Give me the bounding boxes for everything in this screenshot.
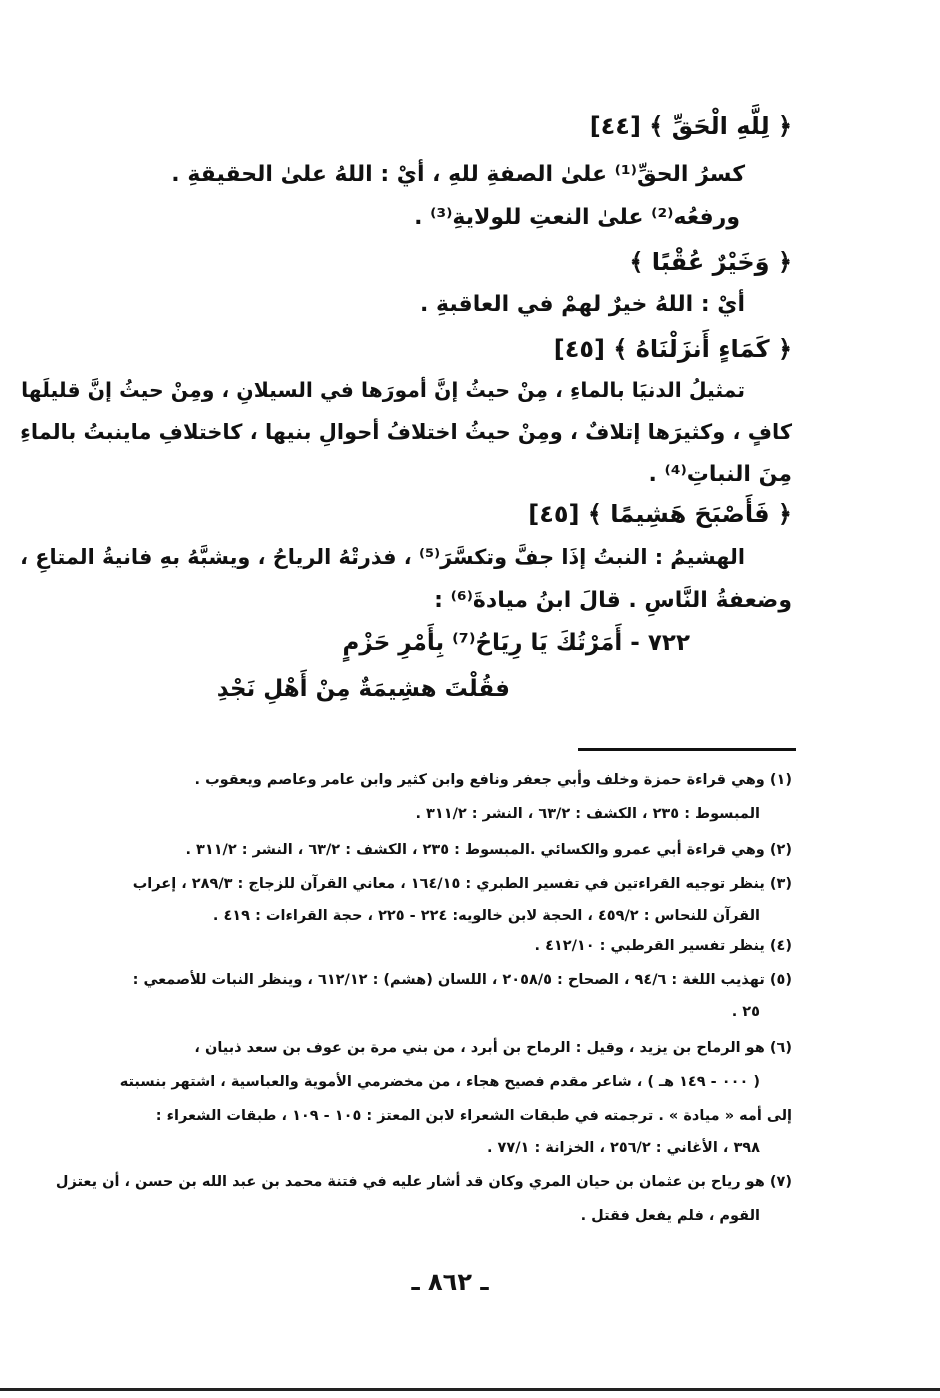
- footnote-6: (٦) هو الرماح بن يزيد ، وقيل : الرماح بن أبرد ، من بني مرة بن عوف بن سعد ذبيان ،: [194, 1040, 792, 1056]
- poem-first-hemistich: ٧٢٢ - أَمَرْتُكَ يَا رِيَاحُ⁽⁷⁾ بِأَمْرِ حَزْمٍ: [342, 630, 690, 656]
- commentary-line: كافٍ ، وكثيرَها إتلافٌ ، ومِنْ حيثُ اختلافُ أحوالِ بنيها ، كاختلافِ ماينبتُ بالماءِ: [20, 420, 792, 444]
- footnote-6-cont: ٣٩٨ ، الأغاني : ٢٥٦/٢ ، الخزانة : ٧٧/١ .: [486, 1140, 760, 1156]
- page-number: ـ ٨٦٢ ـ: [411, 1268, 489, 1296]
- verse-heading-45b: ﴿ فَأَصْبَحَ هَشِيمًا ﴾ [٤٥]: [528, 500, 792, 528]
- footnote-4: (٤) ينظر تفسير القرطبي : ٤١٢/١٠ .: [534, 938, 792, 954]
- commentary-line: كسرُ الحقِّ⁽¹⁾ علىٰ الصفةِ للهِ ، أيْ : اللهُ علىٰ الحقيقةِ .: [171, 162, 745, 187]
- footnote-5-cont: ٢٥ .: [731, 1004, 760, 1020]
- footnote-7: (٧) هو رياح بن عثمان بن حيان المري وكان قد أشار عليه في فتنة محمد بن عبد الله بن حسن ، أن يعتزل: [55, 1174, 792, 1190]
- footnote-7-cont: القوم ، فلم يفعل فقتل .: [580, 1208, 760, 1224]
- commentary-line: مِنَ النباتِ⁽⁴⁾ .: [648, 462, 792, 487]
- footnote-3-cont: القرآن للنحاس : ٤٥٩/٢ ، الحجة لابن خالويه: ٢٢٤ - ٢٢٥ ، حجة القراءات : ٤١٩ .: [212, 908, 760, 924]
- commentary-line: الهشيمُ : النبتُ إذَا جفَّ وتكسَّرَ⁽⁵⁾ ، فذرتْهُ الرياحُ ، ويشبَّهُ بهِ فانيةُ المتاعِ ،: [20, 545, 745, 569]
- verse-heading-45a: ﴿ كَمَاءٍ أَنزَلْنَاهُ ﴾ [٤٥]: [553, 335, 792, 363]
- commentary-line: تمثيلُ الدنيَا بالماءِ ، مِنْ حيثُ إنَّ أمورَها في السيلانِ ، ومِنْ حيثُ إنَّ قليلَها: [21, 378, 745, 402]
- footnote-5: (٥) تهذيب اللغة : ٩٤/٦ ، الصحاح : ٢٠٥٨/٥ ، اللسان (هشم) : ٦١٢/١٢ ، وينظر النبات للأصمعي :: [132, 972, 792, 988]
- verse-heading-khayrun: ﴿ وَخَيْرٌ عُقْبًا ﴾: [629, 248, 792, 276]
- footnote-1: (١) وهي قراءة حمزة وخلف وأبي جعفر ونافع وابن كثير وابن عامر وعاصم ويعقوب .: [194, 772, 792, 788]
- footnote-2: (٢) وهي قراءة أبي عمرو والكسائي .المبسوط : ٢٣٥ ، الكشف : ٦٣/٢ ، النشر : ٣١١/٢ .: [185, 842, 792, 858]
- commentary-line: ورفعُه⁽²⁾ علىٰ النعتِ للولايةِ⁽³⁾ .: [414, 205, 740, 230]
- verse-heading-44: ﴿ لِلَّهِ الْحَقِّ ﴾ [٤٤]: [589, 112, 792, 140]
- footnote-6-cont: إلى أمه « ميادة » . ترجمته في طبقات الشعراء لابن المعتز : ١٠٥ - ١٠٩ ، طبقات الشعراء :: [155, 1108, 792, 1124]
- scan-edge-line: [0, 1388, 940, 1391]
- commentary-line: أيْ : اللهُ خيرٌ لهمْ في العاقبةِ .: [419, 292, 745, 317]
- footnote-3: (٣) ينظر توجيه القراءتين في تفسير الطبري : ١٦٤/١٥ ، معاني القرآن للزجاج : ٢٨٩/٣ ، إعراب: [132, 876, 792, 892]
- footnote-1-cont: المبسوط : ٢٣٥ ، الكشف : ٦٣/٢ ، النشر : ٣١١/٢ .: [415, 806, 760, 822]
- commentary-line: وضعفةُ النَّاسِ . قالَ ابنُ ميادةَ⁽⁶⁾ :: [434, 588, 792, 613]
- footnote-6-cont: ( ٠٠٠ - ١٤٩ هـ ) ، شاعر مقدم فصيح هجاء ، من مخضرمي الأموية والعباسية ، اشتهر بنسبته: [119, 1074, 760, 1090]
- footnote-separator: [578, 748, 796, 751]
- poem-second-hemistich: فقُلْتَ هشِيمَةٌ مِنْ أَهْلِ نَجْدِ: [216, 676, 510, 702]
